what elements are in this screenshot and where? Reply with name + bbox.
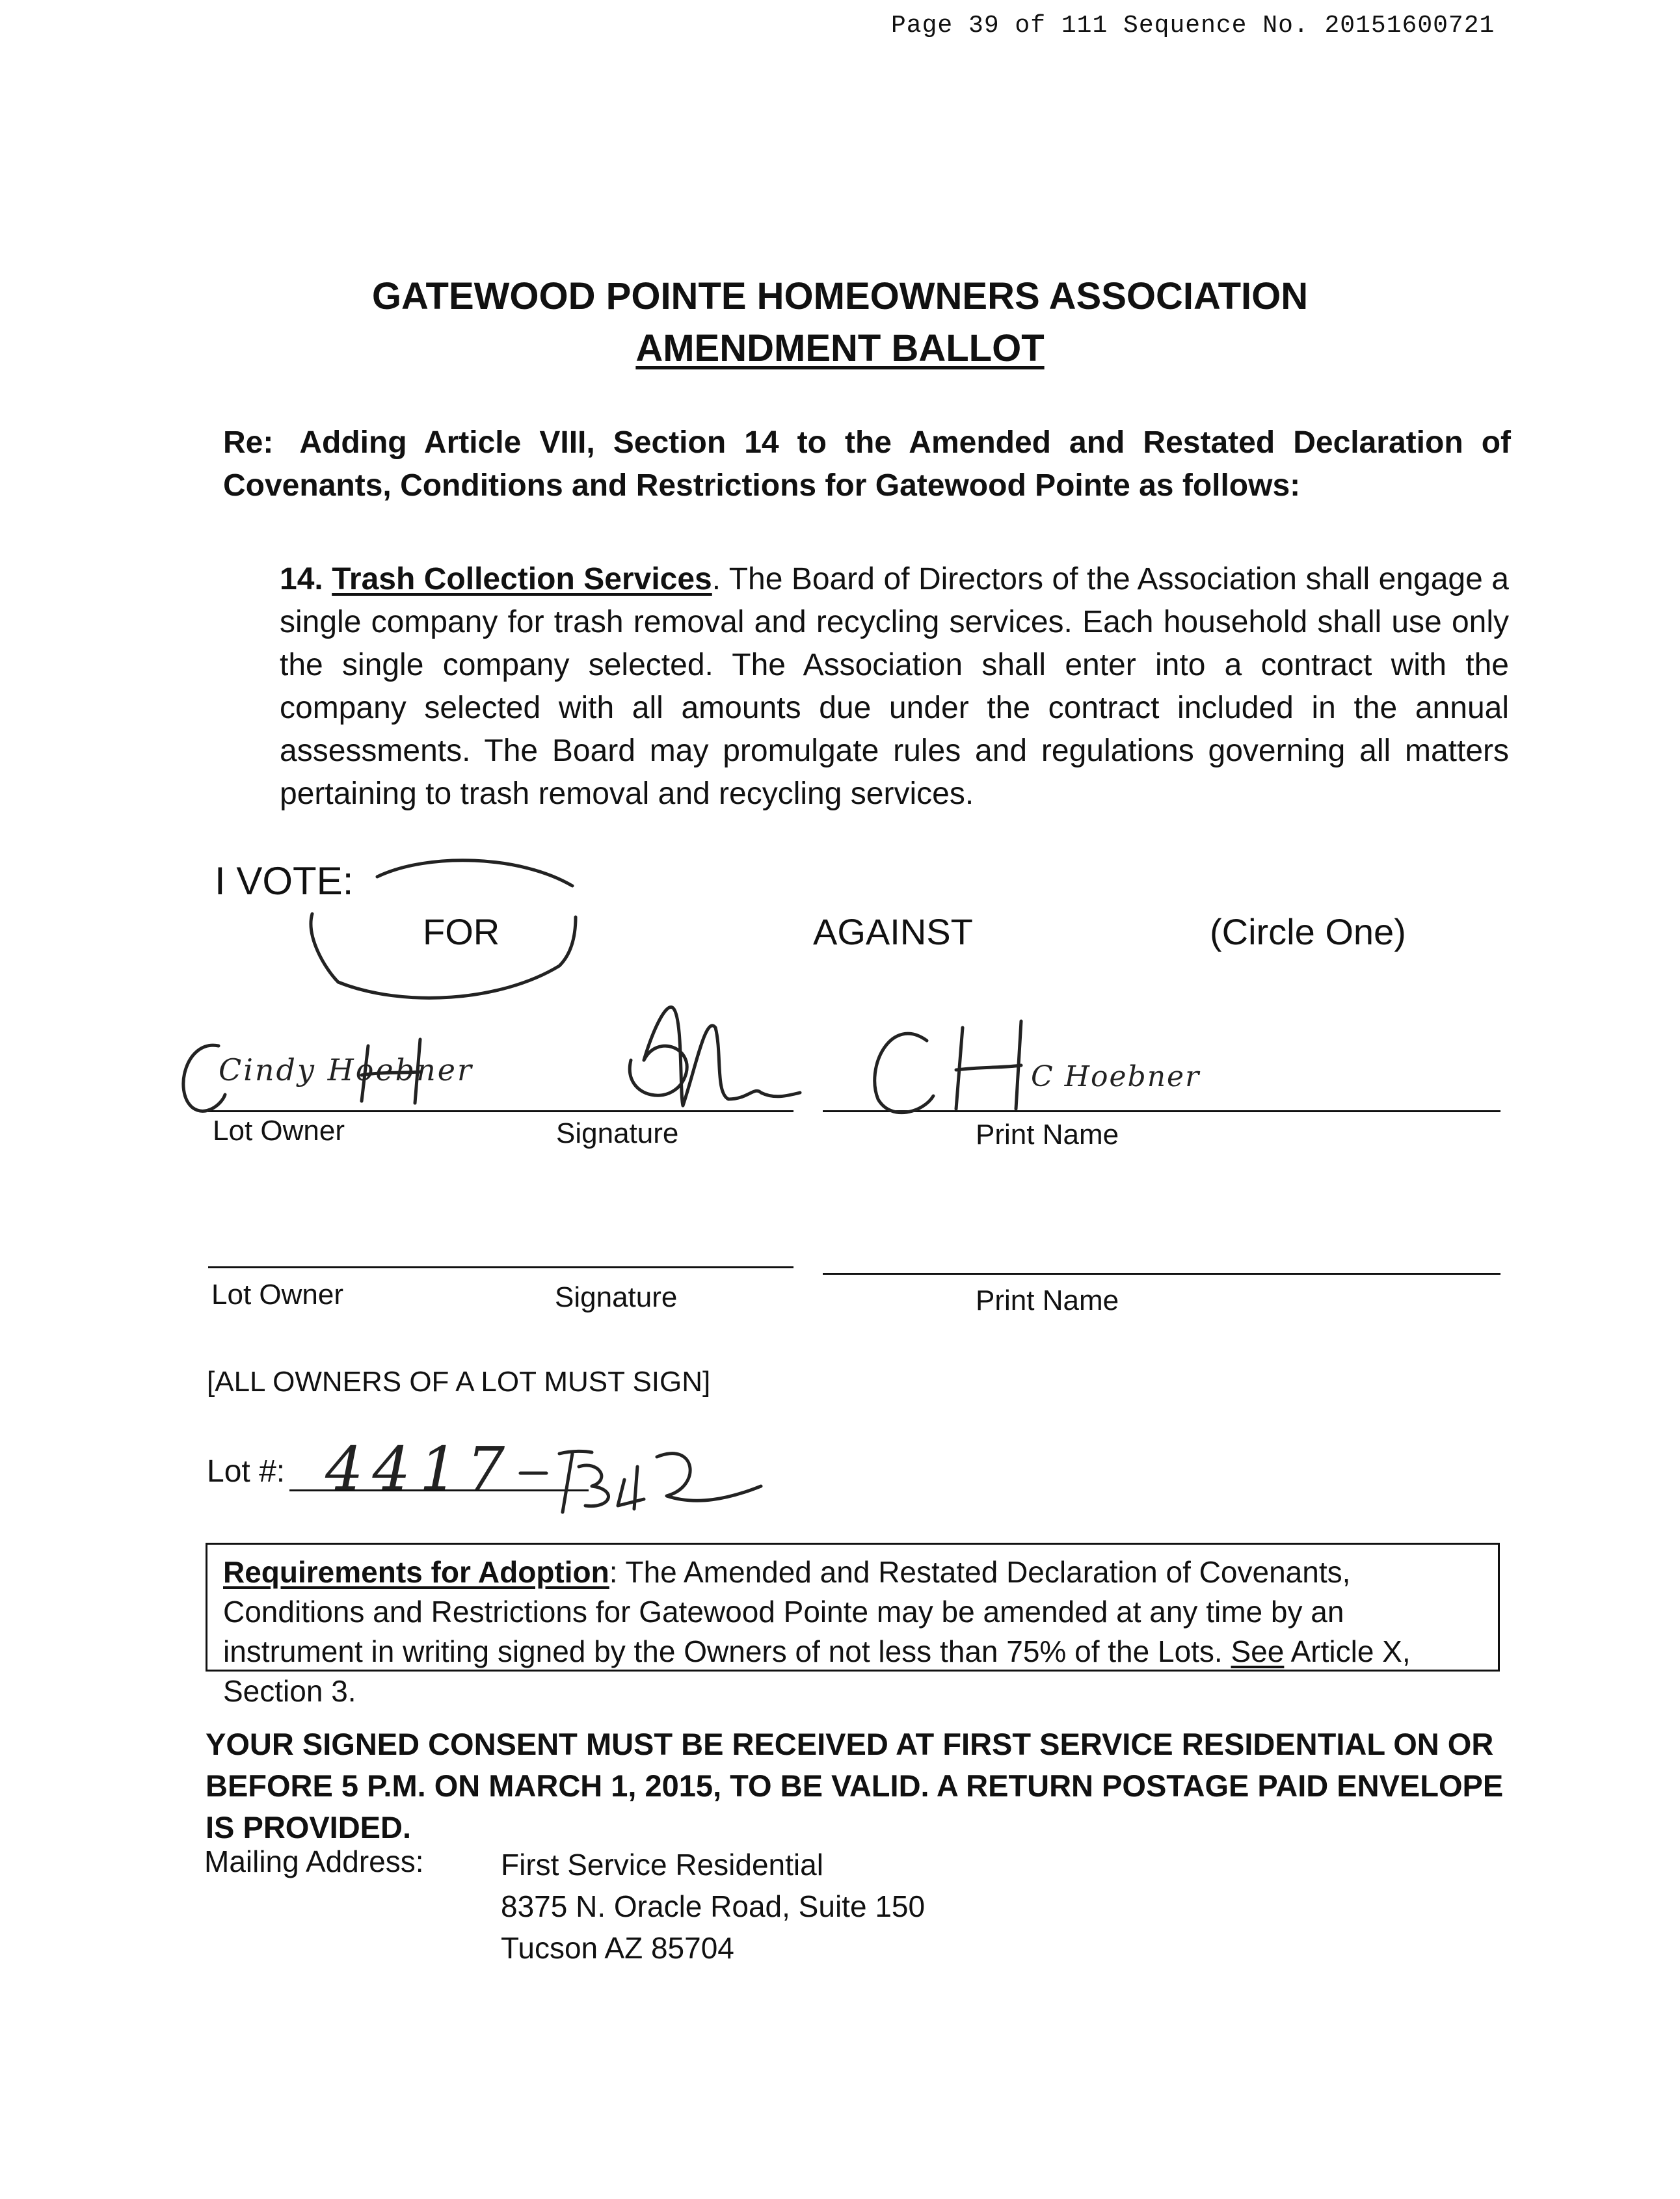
lot-number-label: Lot #: [207, 1454, 286, 1489]
section-body: . The Board of Directors of the Association shall engage a single company for trash removal and recycling services. Each household shall use only the single company selected. The Association shall enter into a contract with the company selected with all amounts due under the contract included in the annual assessments. The Board may promulgate rules and regulations governing all matters pertaining to trash removal and recycling services. [280, 562, 1509, 811]
vote-option-against[interactable]: AGAINST [813, 911, 973, 952]
lot-owner-label-2: Lot Owner [211, 1279, 343, 1311]
requirements-text: : The Amended and Restated Declaration of Covenants, Conditions and Restrictions for Gatewood Pointe may be amended at any time by an instrument in writing signed by the Owners of not less than 75% of the Lots. [223, 1555, 1351, 1668]
handwriting-lot-number-text: 4417 [325, 1434, 514, 1504]
signature-label-2: Signature [555, 1281, 678, 1313]
mailing-address [501, 1844, 925, 1969]
association-title: GATEWOOD POINTE HOMEOWNERS ASSOCIATION [371, 275, 1309, 317]
mailing-address-line: 8375 N. Oracle Road, Suite 150 [501, 1889, 926, 1923]
all-owners-note: [ALL OWNERS OF A LOT MUST SIGN] [207, 1366, 711, 1398]
amendment-section [280, 558, 1509, 816]
re-label: Re: [223, 425, 274, 460]
requirements-reference: Article X, Section 3. [223, 1634, 1411, 1708]
vote-option-for[interactable]: FOR [423, 911, 500, 952]
re-text: Adding Article VIII, Section 14 to the Amended and Restated Declaration of Covenants, Conditions and Restrictions for Gatewood Pointe as follows: [223, 425, 1511, 503]
re-paragraph [223, 421, 1511, 507]
handwritten-owner-name [173, 1026, 524, 1124]
ballot-title: AMENDMENT BALLOT [635, 327, 1045, 369]
lot-owner-label-1: Lot Owner [213, 1115, 345, 1147]
deadline-notice: YOUR SIGNED CONSENT MUST BE RECEIVED AT FIRST SERVICE RESIDENTIAL ON OR BEFORE 5 P.M. ON MARCH 1, 2015, TO BE VALID. A RETURN POSTAGE PAID ENVELOPE IS PROVIDED. [206, 1727, 1504, 1845]
handwriting-owner-name-text: Cindy Hoebner [219, 1052, 473, 1087]
print-name-line-2[interactable] [823, 1273, 1500, 1275]
handwritten-lot-number [306, 1428, 800, 1519]
requirements-box [206, 1543, 1500, 1708]
handwriting-print-name-text: C Hoebner [1031, 1060, 1201, 1093]
vote-label: I VOTE: [215, 859, 354, 903]
mailing-address-label: Mailing Address: [204, 1845, 424, 1878]
handwritten-print-name [865, 1015, 1255, 1119]
signature-label-1: Signature [556, 1117, 679, 1149]
requirements-heading: Requirements for Adoption [223, 1555, 609, 1589]
vote-circle-mark [286, 839, 624, 1021]
mailing-address-line: First Service Residential [501, 1848, 823, 1882]
signature-line-2[interactable] [208, 1266, 793, 1268]
page-reference: Page 39 of 111 Sequence No. 20151600721 [891, 12, 1495, 40]
section-title: Trash Collection Services [332, 562, 712, 596]
section-number: 14. [280, 562, 323, 596]
print-name-label-1: Print Name [976, 1119, 1119, 1151]
circle-one-instruction: (Circle One) [1210, 911, 1406, 952]
requirements-see: See [1231, 1634, 1285, 1668]
mailing-address-line: Tucson AZ 85704 [501, 1931, 734, 1965]
signature-scrawl [618, 1002, 807, 1115]
print-name-label-2: Print Name [976, 1285, 1119, 1316]
